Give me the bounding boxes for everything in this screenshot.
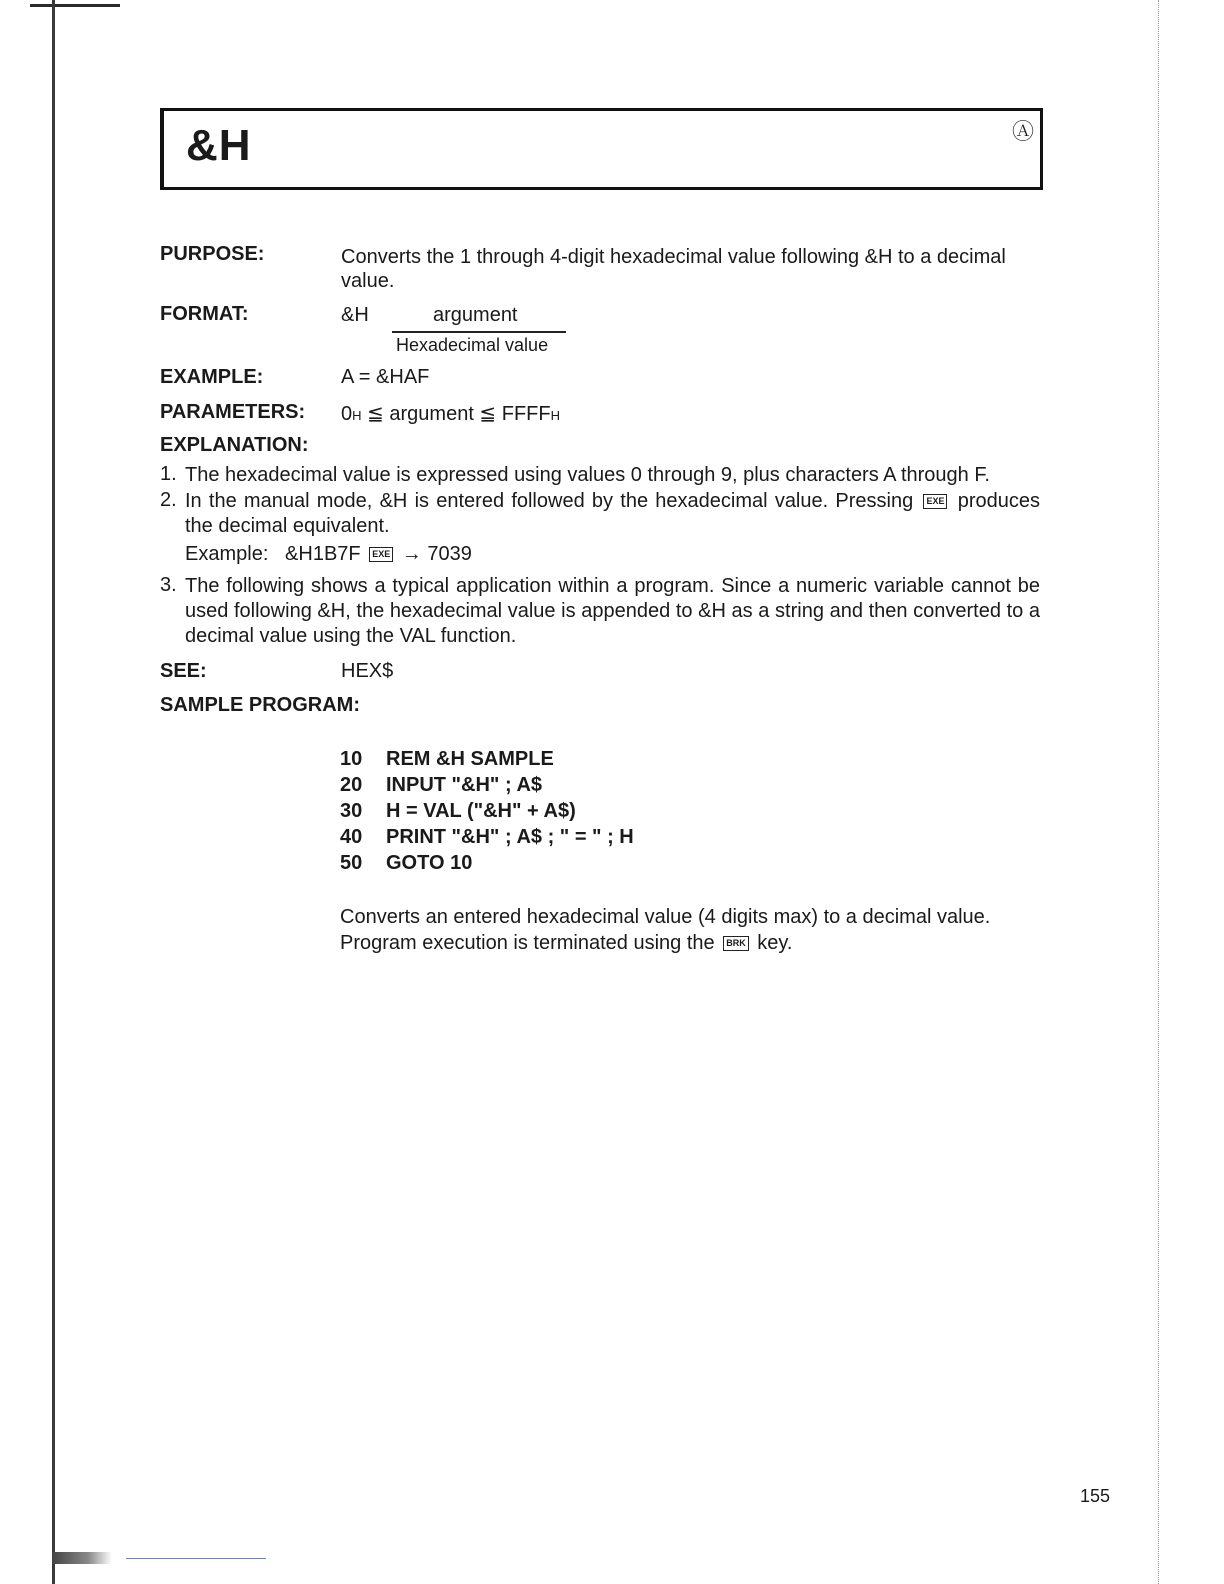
note-line-2-end: key. (757, 932, 793, 954)
line-code: REM &H SAMPLE (386, 748, 554, 770)
purpose-label: PURPOSE: (160, 243, 265, 265)
format-argument-description: Hexadecimal value (396, 335, 549, 355)
explanation-item-3-num: 3. (160, 574, 177, 596)
program-line (340, 798, 634, 824)
explanation-item-2-text-end: produces the decimal equivalent. (185, 490, 1040, 537)
see-label: SEE: (160, 660, 207, 682)
explanation-item-2-text: In the manual mode, &H is entered followed by the hexadecimal value. Pressing (185, 490, 914, 512)
circled-a-mark: Ⓐ (1011, 119, 1034, 144)
example-line-label: Example: (185, 543, 269, 565)
line-code: PRINT "&H" ; A$ ; " = " ; H (386, 826, 634, 848)
format-argument: argument (433, 304, 518, 326)
program-line (340, 746, 634, 772)
exe-key-icon: EXE (923, 494, 947, 509)
sample-program-listing (340, 746, 634, 876)
exe-key-icon: EXE (369, 547, 393, 562)
line-number: 10 (340, 748, 363, 770)
explanation-item-1-num: 1. (160, 463, 177, 485)
binding-edge (52, 0, 55, 1584)
line-code: INPUT "&H" ; A$ (386, 774, 543, 796)
explanation-item-2 (185, 489, 1040, 539)
sample-program-note (340, 904, 1040, 956)
format-label: FORMAT: (160, 303, 249, 325)
note-line-2 (340, 930, 1040, 956)
line-number: 40 (340, 826, 363, 848)
format-underline (392, 331, 566, 333)
note-line-2-text: Program execution is terminated using the (340, 932, 715, 954)
see-text: HEX$ (341, 660, 394, 682)
param-high: FFFF (501, 403, 551, 425)
program-line (340, 772, 634, 798)
note-line-1: Converts an entered hexadecimal value (4 digits max) to a decimal value. (340, 906, 991, 928)
brk-key-icon: BRK (723, 936, 749, 951)
page-title: &H (186, 121, 252, 170)
line-code: GOTO 10 (386, 852, 473, 874)
explanation-item-3: The following shows a typical application within a program. Since a numeric variable cannot be used following &H, the hexadecimal value is appended to &H as a string and then converted to a decimal value using the VAL function. (185, 575, 1040, 647)
program-line (340, 850, 634, 876)
line-number: 30 (340, 800, 363, 822)
explanation-item-2-num: 2. (160, 489, 177, 511)
param-mid: ≦ argument ≦ (361, 403, 502, 425)
program-line (340, 824, 634, 850)
example-text: A = &HAF (341, 366, 430, 388)
purpose-text: Converts the 1 through 4-digit hexadecimal value following &H to a decimal value. (341, 246, 1006, 292)
param-low: 0 (341, 403, 353, 425)
arrow-icon: → (401, 543, 422, 565)
example-label: EXAMPLE: (160, 366, 264, 388)
title-box (160, 108, 1043, 190)
sample-program-label: SAMPLE PROGRAM: (160, 694, 360, 716)
explanation-item-1: The hexadecimal value is expressed using values 0 through 9, plus characters A through F. (185, 464, 990, 486)
parameters-range (341, 401, 560, 426)
explanation-example (185, 543, 472, 566)
example-line-input: &H1B7F (285, 543, 361, 565)
parameters-label: PARAMETERS: (160, 401, 306, 423)
footer-rule (126, 1558, 266, 1559)
format-prefix: &H (341, 304, 369, 326)
line-number: 20 (340, 774, 363, 796)
page-edge-dots (1158, 0, 1159, 1584)
example-line-result: 7039 (427, 543, 472, 565)
line-number: 50 (340, 852, 363, 874)
param-low-sub: H (352, 408, 362, 423)
param-high-sub: H (550, 408, 561, 423)
explanation-label: EXPLANATION: (160, 434, 309, 456)
binding-top-mark (30, 4, 120, 7)
binding-foot-mark (52, 1552, 112, 1564)
page-number: 155 (1080, 1486, 1111, 1506)
line-code: H = VAL ("&H" + A$) (386, 800, 576, 822)
